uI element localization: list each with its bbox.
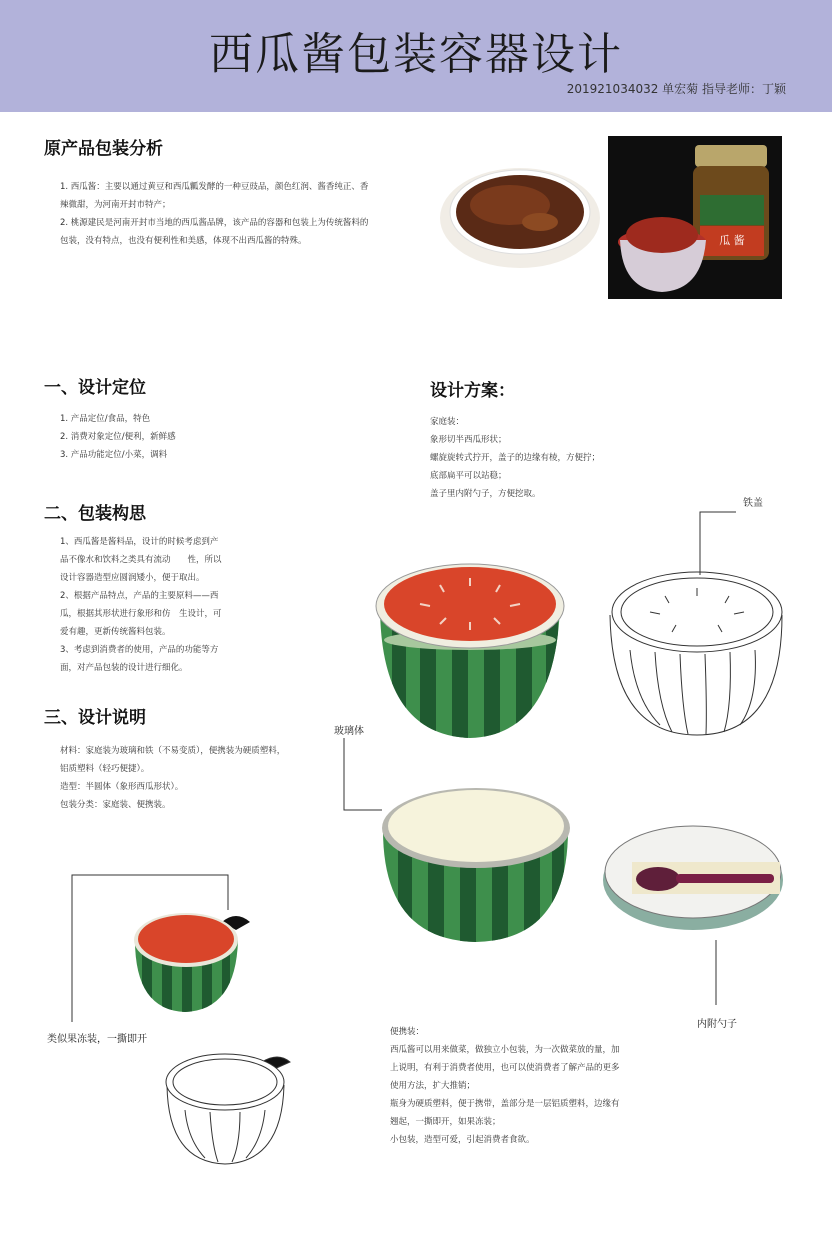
- text-line: 1. 西瓜酱：主要以通过黄豆和西瓜瓤发酵的一种豆豉品，颜色红润、酱香纯正、香: [60, 182, 369, 192]
- melon-bowl-glass: [380, 788, 572, 945]
- text-line: 爱有趣，更新传统酱料包装。: [60, 627, 171, 637]
- text-line: 底部扁平可以站稳；: [430, 471, 507, 481]
- text-line: 包装，没有特点，也没有便利性和美感，体现不出西瓜酱的特殊。: [60, 236, 307, 246]
- text-line: 材料：家庭装为玻璃和铁（不易变质），便携装为硬质塑料，: [60, 746, 286, 756]
- explanation-heading: 三、设计说明: [44, 708, 146, 728]
- text-line: 盖子里内附勺子，方便挖取。: [430, 489, 541, 499]
- jar-label-text: 瓜 酱: [719, 234, 745, 247]
- text-line: 使用方法，扩大推销；: [390, 1081, 476, 1091]
- author-meta: 201921034032 单宏菊 指导老师：丁颖: [566, 82, 786, 96]
- text-line: 设计容器造型应圆润矮小，便于取出。: [60, 573, 205, 583]
- text-line: 1. 产品定位/食品，特色: [60, 414, 151, 424]
- mini-melon-outline: [166, 1054, 290, 1164]
- mini-melon-red: [130, 913, 250, 1015]
- text-line: 瓶身为硬质塑料，便于携带，盖部分是一层铝质塑料，边缘有: [390, 1099, 620, 1109]
- lid-label: 铁盖: [743, 498, 763, 509]
- text-line: 便携装：: [390, 1027, 425, 1037]
- text-line: 品不像水和饮料之类具有流动 性，所以: [60, 555, 222, 565]
- text-line: 2. 桃源建民是河南开封市当地的西瓜酱品牌，该产品的容器和包装上为传统酱料的: [60, 218, 369, 228]
- spoon-label: 内附勺子: [697, 1019, 737, 1030]
- text-line: 翘起，一撕即开，如果冻装；: [390, 1117, 501, 1127]
- text-line: 辣微甜，为河南开封市特产；: [60, 200, 171, 210]
- analysis-heading: 原产品包装分析: [44, 139, 163, 159]
- melon-bowl-red: [375, 564, 565, 740]
- plan-heading: 设计方案：: [430, 381, 515, 401]
- melon-bowl-outline: [610, 572, 782, 735]
- text-line: 1、西瓜酱是酱料品，设计的时候考虑到产: [60, 537, 219, 547]
- jelly-label: 类似果冻装，一撕即开: [47, 1034, 147, 1045]
- text-line: 3、考虑到消费者的使用，产品的功能等方: [60, 645, 219, 655]
- text-line: 3. 产品功能定位/小菜，调料: [60, 450, 168, 460]
- text-line: 象形切半西瓜形状；: [430, 435, 507, 445]
- text-line: 包装分类：家庭装、便携装。: [60, 800, 171, 810]
- jar-product-photo: [608, 136, 782, 299]
- text-line: 西瓜酱可以用来做菜，做独立小包装，为一次做菜放的量，加: [390, 1045, 620, 1055]
- text-line: 瓜，根据其形状进行象形和仿 生设计，可: [60, 609, 222, 619]
- text-line: 螺旋旋转式拧开，盖子的边缘有棱，方便拧；: [430, 453, 601, 463]
- concept-heading: 二、包装构思: [44, 504, 146, 524]
- text-line: 造型：半圆体（象形西瓜形状）。: [60, 782, 184, 792]
- text-line: 铝质塑料（轻巧便捷）。: [60, 764, 150, 774]
- glass-label: 玻璃体: [334, 726, 364, 737]
- text-line: 家庭装：: [430, 417, 465, 427]
- text-line: 面，对产品包装的设计进行细化。: [60, 663, 188, 673]
- page-title: 西瓜酱包装容器设计: [209, 29, 623, 80]
- positioning-heading: 一、设计定位: [44, 378, 146, 398]
- text-line: 上说明，有利于消费者使用，也可以使消费者了解产品的更多: [390, 1063, 620, 1073]
- text-line: 小包装，造型可爱，引起消费者食欲。: [390, 1135, 535, 1145]
- lid-with-spoon: [603, 826, 783, 930]
- text-line: 2. 消费对象定位/便利，新鲜感: [60, 432, 176, 442]
- text-line: 2、根据产品特点，产品的主要原料——西: [60, 591, 219, 601]
- sauce-bowl-photo: [440, 168, 600, 268]
